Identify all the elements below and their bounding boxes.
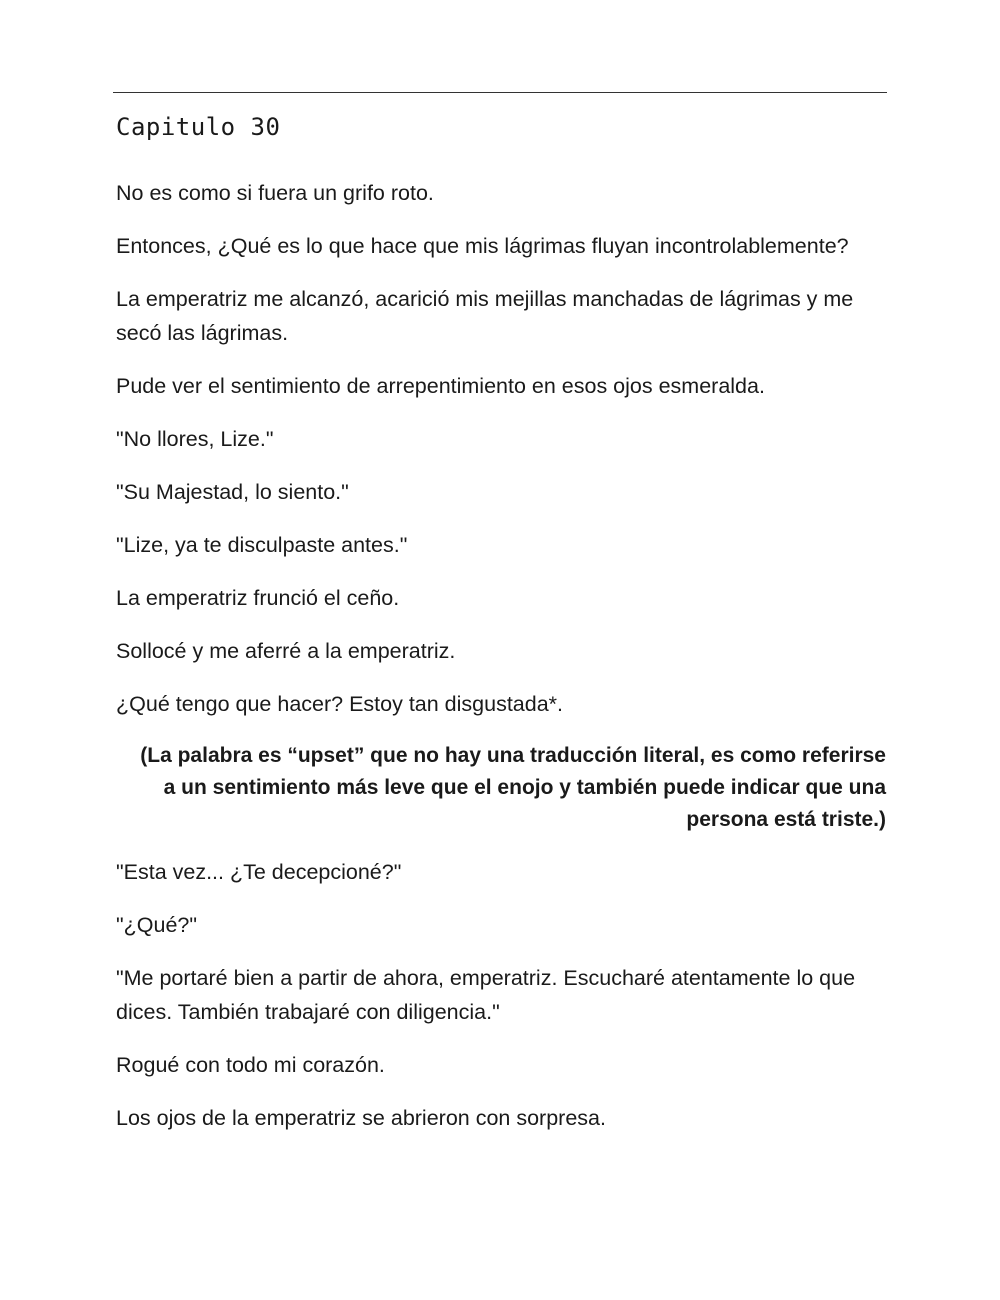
paragraph: No es como si fuera un grifo roto.: [116, 181, 434, 205]
paragraph: La emperatriz me alcanzó, acarició mis mejillas manchadas de lágrimas y me secó las lágrimas.: [116, 287, 854, 345]
paragraph: Sollocé y me aferré a la emperatriz.: [116, 639, 456, 663]
paragraph: La emperatriz frunció el ceño.: [116, 586, 400, 610]
paragraph: "¿Qué?": [116, 913, 197, 937]
paragraph: "Me portaré bien a partir de ahora, emperatriz. Escucharé atentamente lo que dices. También trabajaré con diligencia.": [116, 966, 856, 1024]
paragraph: "Su Majestad, lo siento.": [116, 480, 349, 504]
top-divider: [113, 92, 887, 93]
paragraph: ¿Qué tengo que hacer? Estoy tan disgustada*.: [116, 692, 564, 716]
chapter-title: Capitulo 30: [116, 113, 281, 141]
paragraph: "Lize, ya te disculpaste antes.": [116, 533, 408, 557]
chapter-body: [116, 176, 886, 1154]
paragraph: Pude ver el sentimiento de arrepentimiento en esos ojos esmeralda.: [116, 374, 765, 398]
paragraph: Los ojos de la emperatriz se abrieron con sorpresa.: [116, 1106, 606, 1130]
translator-note: (La palabra es “upset” que no hay una traducción literal, es como referirse a un sentimiento más leve que el enojo y también puede indicar que una persona está triste.): [140, 744, 886, 831]
paragraph: "No llores, Lize.": [116, 427, 274, 451]
paragraph: Entonces, ¿Qué es lo que hace que mis lágrimas fluyan incontrolablemente?: [116, 234, 849, 258]
paragraph: Rogué con todo mi corazón.: [116, 1053, 385, 1077]
paragraph: "Esta vez... ¿Te decepcioné?": [116, 860, 402, 884]
